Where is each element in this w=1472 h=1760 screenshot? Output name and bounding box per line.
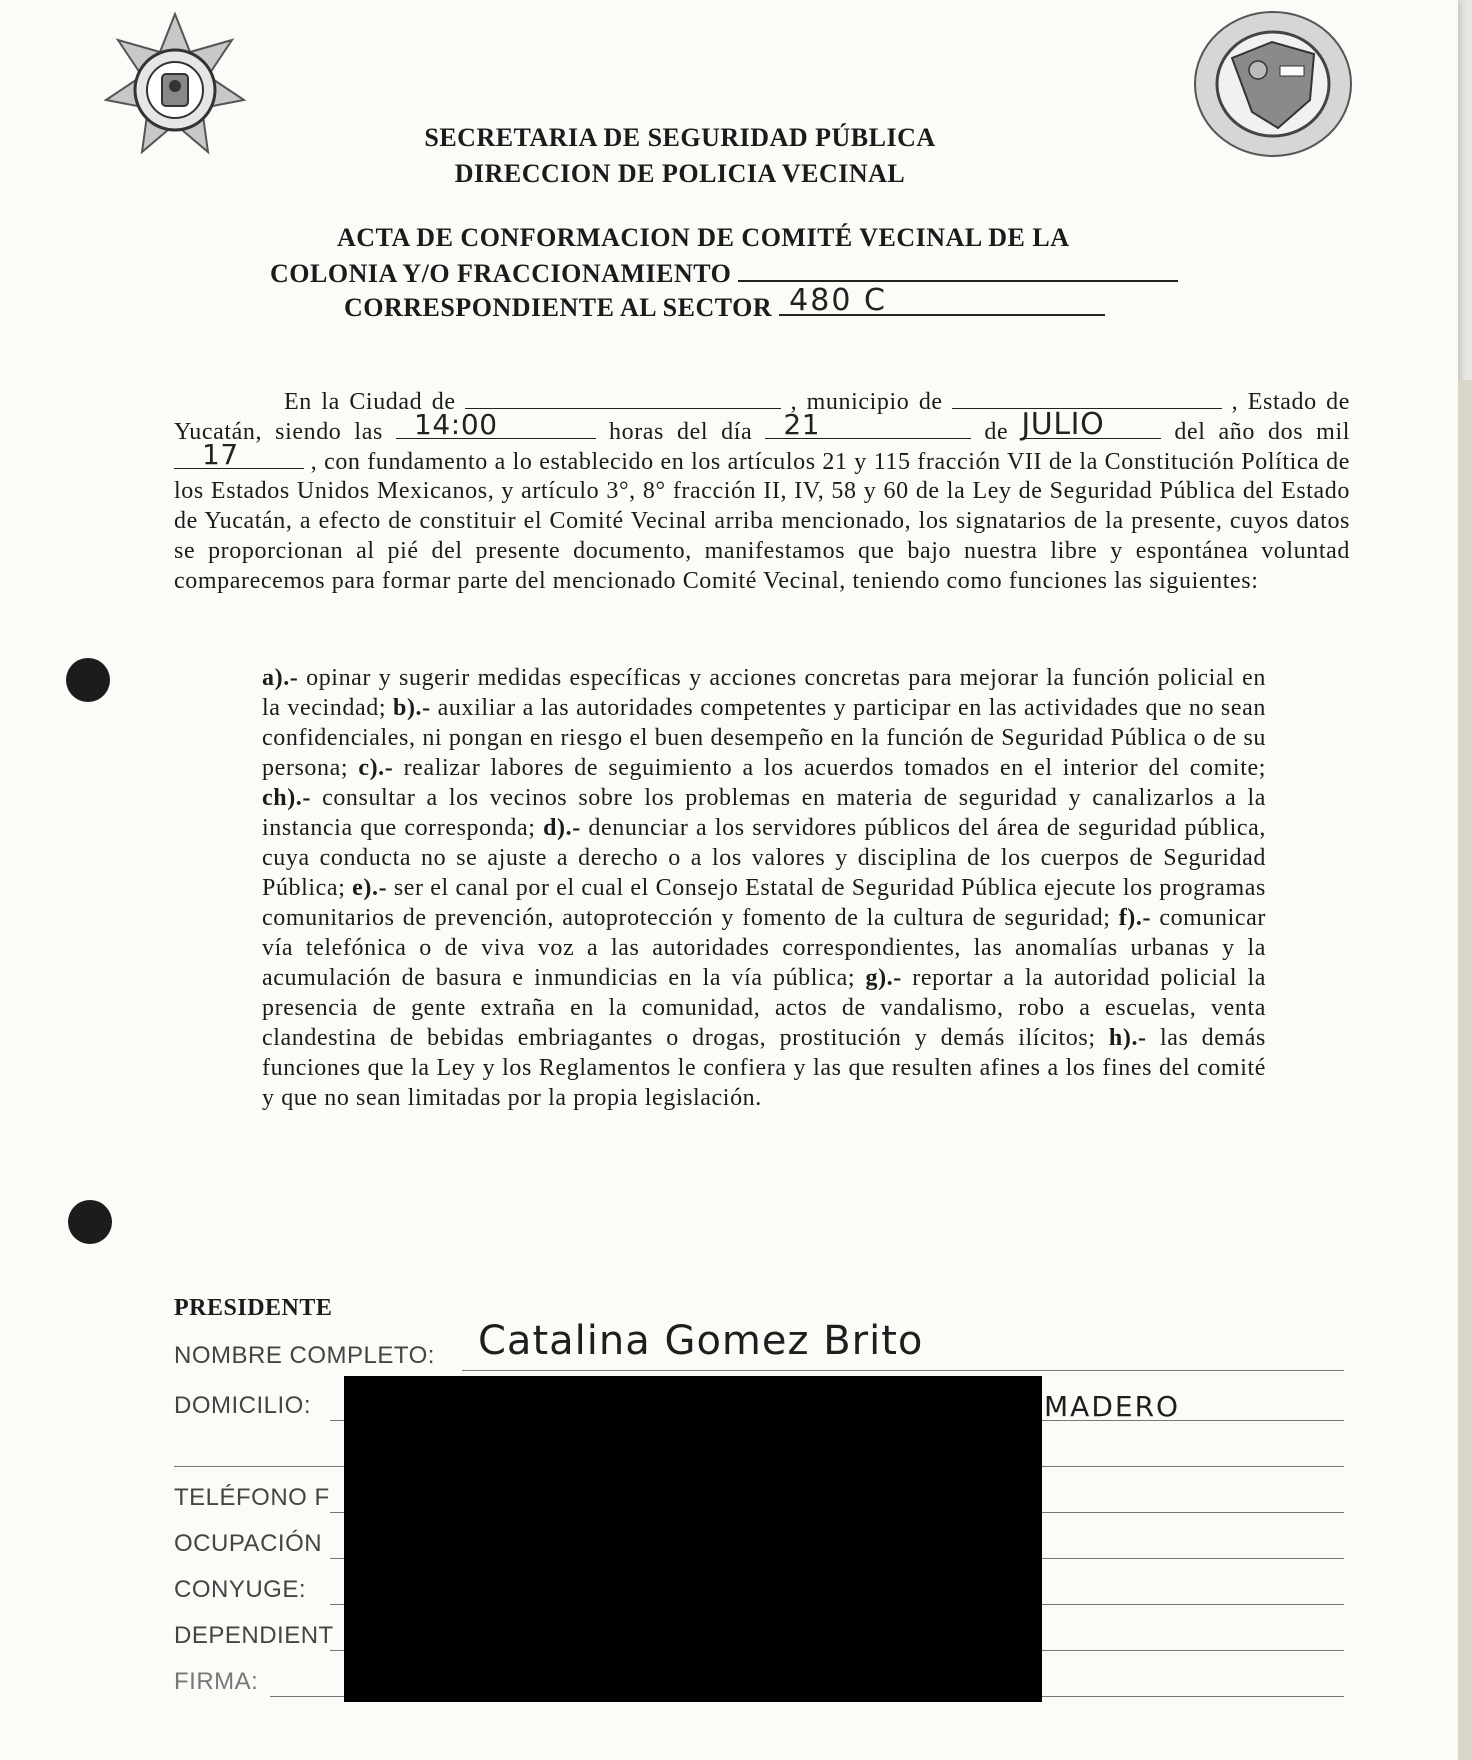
function-c-text: realizar labores de seguimiento a los acuerdos tomados en el interior del comite;: [403, 755, 1266, 781]
title-line-2: [270, 258, 1178, 289]
council-seal-icon: [1192, 8, 1354, 160]
functions-list: [262, 663, 1266, 1113]
month-value: JULIO: [1021, 407, 1105, 442]
dependents-label: DEPENDIENT: [174, 1622, 334, 1649]
president-section-title: PRESIDENTE: [174, 1295, 333, 1321]
year-value: 17: [202, 437, 239, 471]
document-header: [330, 120, 1030, 192]
year-field[interactable]: [174, 437, 304, 471]
function-e-label: e).-: [352, 875, 388, 901]
function-ch-label: ch).-: [262, 785, 311, 811]
function-g-text: reportar a la autoridad policial la presencia de gente extraña en la comunidad, actos de vandalismo, robo a escuelas, venta clandestina de bebidas embriagantes o drogas, prostitución y demás ilícitos;: [262, 965, 1267, 1051]
name-label: NOMBRE COMPLETO:: [174, 1342, 435, 1369]
function-e-text: ser el canal por el cual el Consejo Estatal de Seguridad Pública ejecute los programas comunitarios de prevención, autoprotección y fomento de la cultura de seguridad;: [262, 875, 1266, 931]
header-line-1: SECRETARIA DE SEGURIDAD PÚBLICA: [424, 123, 936, 152]
function-d-text: denunciar a los servidores públicos del área de seguridad pública, cuya conducta no se ajuste a derecho o a los valores y disciplina de los cuerpos de Seguridad Pública;: [262, 815, 1266, 901]
function-c-label: c).-: [358, 755, 394, 781]
spouse-label: CONYUGE:: [174, 1576, 307, 1603]
title-line-2-text: COLONIA Y/O FRACCIONAMIENTO: [270, 259, 732, 288]
phone-label: TELÉFONO F: [174, 1484, 330, 1511]
function-b-text: auxiliar a las autoridades competentes y participar en las actividades que no sean confidenciales, ni pongan en riesgo el buen desempeño en la función de Seguridad Pública o de su persona;: [262, 695, 1266, 781]
function-a-text: opinar y sugerir medidas específicas y acciones concretas para mejorar la función policial en la vecindad;: [262, 665, 1266, 721]
address-value: MADERO: [1044, 1390, 1181, 1423]
hour-field[interactable]: [396, 408, 596, 441]
function-f-text: comunicar vía telefónica o de viva voz a las autoridades correspondientes, las anomalías urbanas y la acumulación de basura e inmundicias en la vía pública;: [262, 905, 1266, 991]
body-text-1: En la Ciudad de: [284, 389, 456, 415]
municipality-field[interactable]: [952, 388, 1222, 409]
function-f-label: f).-: [1118, 905, 1152, 931]
background-edge: [1458, 380, 1472, 1760]
body-text-3: ,: [1231, 389, 1239, 415]
police-star-badge-icon: [104, 12, 246, 160]
colonia-field[interactable]: [738, 258, 1178, 282]
function-b-label: b).-: [393, 695, 431, 721]
body-text-2: , municipio de: [790, 389, 943, 415]
function-ch-text: consultar a los vecinos sobre los problemas en materia de seguridad y canalizarlos a la instancia que corresponda;: [262, 785, 1266, 841]
body-paragraph: [174, 388, 1350, 597]
function-a-label: a).-: [262, 665, 299, 691]
body-text-5: horas del día: [609, 418, 753, 445]
function-h-text: las demás funciones que la Ley y los Reglamentos le confiera y las que resulten afines a los fines del comité y que no sean limitadas por la propia legislación.: [262, 1025, 1266, 1111]
header-line-2: DIRECCION DE POLICIA VECINAL: [454, 159, 906, 188]
sector-field[interactable]: [779, 283, 1105, 318]
hour-value: 14:00: [413, 408, 498, 441]
body-text-4: Estado de Yucatán, siendo las: [174, 389, 1350, 445]
function-g-label: g).-: [865, 965, 902, 991]
title-line-3: [344, 283, 1105, 323]
punch-hole: [68, 1200, 112, 1244]
day-field[interactable]: [765, 408, 971, 441]
occupation-label: OCUPACIÓN: [174, 1530, 323, 1557]
name-value: Catalina Gomez Brito: [478, 1318, 924, 1364]
body-text-6: de: [984, 418, 1009, 445]
body-text-7: del año dos mil: [1174, 418, 1350, 445]
redaction-block: [344, 1376, 1042, 1702]
sector-value: 480 C: [789, 283, 887, 318]
title-line-1: ACTA DE CONFORMACION DE COMITÉ VECINAL DE LA: [337, 223, 1070, 252]
function-d-label: d).-: [543, 815, 581, 841]
month-field[interactable]: [1021, 407, 1161, 442]
punch-hole: [66, 658, 110, 702]
function-h-label: h).-: [1108, 1025, 1147, 1051]
city-field[interactable]: [465, 388, 781, 409]
signature-label: FIRMA:: [174, 1668, 259, 1695]
body-text-8: , con fundamento a lo establecido en los artículos 21 y 115 fracción VII de la Constitución Política de los Estados Unidos Mexicanos, y artículo 3°, 8° fracción II, IV, 58 y 60 de la Ley de Seguridad Pública del Estado de Yucatán, a efecto de constituir el Comité Vecinal arriba mencionado, los signatarios de la presente, cuyos datos se proporcionan al pié del presente documento, manifestamos que bajo nuestra libre y espontánea voluntad comparecemos para formar parte del mencionado Comité Vecinal, teniendo como funciones las siguientes:: [174, 448, 1350, 594]
title-line-3-text: CORRESPONDIENTE AL SECTOR: [344, 293, 773, 322]
address-label: DOMICILIO:: [174, 1392, 312, 1419]
day-value: 21: [783, 408, 821, 441]
name-field[interactable]: [462, 1370, 1344, 1371]
